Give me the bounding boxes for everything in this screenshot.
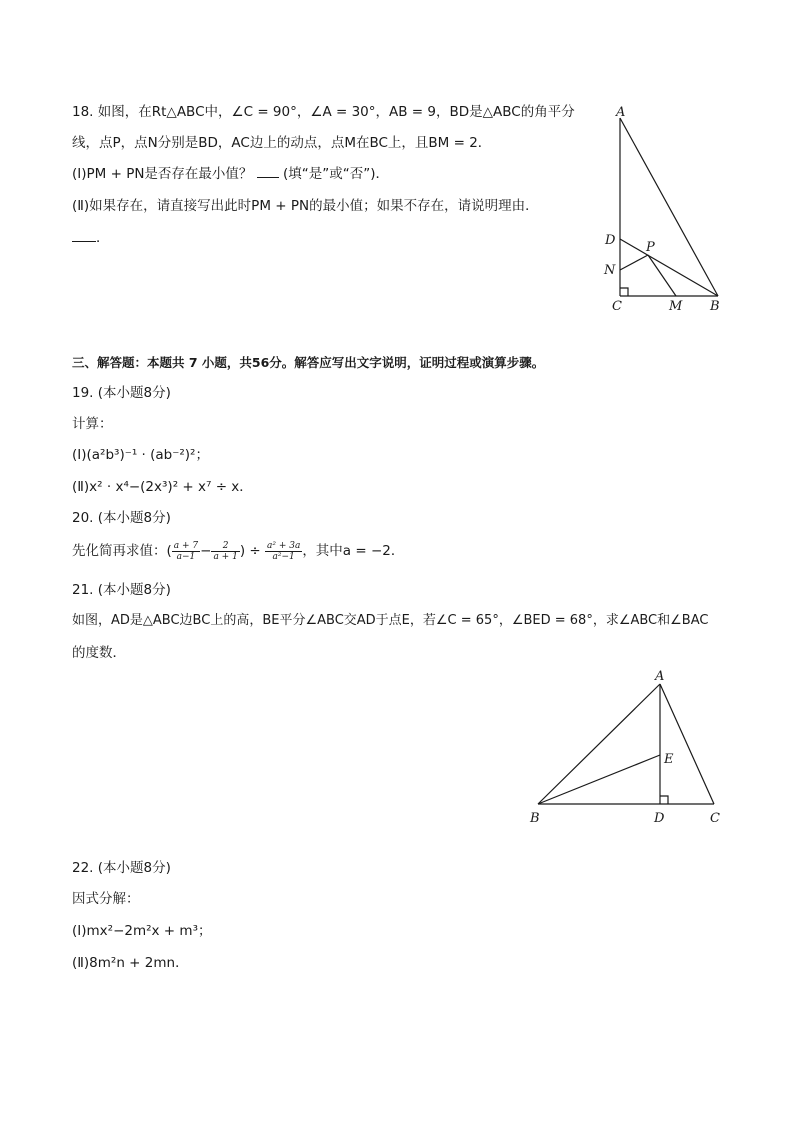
q18-line-1: 18. 如图，在Rt△ABC中，∠C = 90°，∠A = 30°，AB = 9，BD是△ABC的角平分: [72, 104, 575, 120]
q20-title: 20. (本小题8分): [72, 510, 171, 526]
q18-part-2: (Ⅱ)如果存在，请直接写出此时PM + PN的最小值；如果不存在，请说明理由．: [72, 198, 539, 214]
q20-expression: [72, 538, 404, 564]
label-M: M: [669, 299, 683, 314]
answer-blank: [72, 241, 96, 242]
label-N: N: [604, 263, 616, 278]
label-C: C: [710, 811, 720, 826]
fraction-2-den: a + 1: [213, 551, 238, 562]
q21-figure: [524, 664, 734, 834]
q19-title: 19. (本小题8分): [72, 385, 171, 401]
right-angle-mark: [620, 288, 628, 296]
q22-intro: 因式分解：: [72, 891, 140, 907]
label-D: D: [605, 233, 616, 248]
segment-AB: [620, 118, 718, 296]
q18-part-1-text: (Ⅰ)PM + PN是否存在最小值？: [72, 166, 253, 182]
q21-title: 21. (本小题8分): [72, 582, 171, 598]
fraction-3-den: a²−1: [272, 551, 295, 562]
q19-intro: 计算：: [72, 416, 113, 432]
q19-part-1: (Ⅰ)(a²b³)⁻¹ · (ab⁻²)²；: [72, 447, 209, 463]
label-B: B: [710, 299, 720, 314]
label-A: A: [616, 105, 626, 120]
q18-line-2: 线，点P，点N分别是BD，AC边上的动点，点M在BC上，且BM = 2．: [72, 135, 492, 151]
fraction-1-den: a−1: [176, 551, 196, 562]
label-B: B: [530, 811, 540, 826]
segment-DB: [620, 239, 718, 296]
q18-answer-line: [72, 229, 110, 247]
section-heading: 三、解答题：本题共 7 小题，共56分。解答应写出文字说明，证明过程或演算步骤。: [72, 355, 545, 370]
right-angle-mark: [660, 796, 668, 804]
label-C: C: [612, 299, 622, 314]
q20-suffix: ，其中a = −2．: [302, 543, 405, 559]
answer-blank: [257, 177, 279, 178]
q18-figure: [596, 100, 736, 320]
segment-AB: [538, 684, 660, 804]
fraction-3-num: a² + 3a: [266, 540, 301, 551]
segment-BE: [538, 755, 660, 804]
segment-AC: [660, 684, 714, 804]
segment-PM: [648, 255, 676, 296]
label-E: E: [664, 752, 674, 767]
q21-line-1: 如图，AD是△ABC边BC上的高，BE平分∠ABC交AD于点E，若∠C = 65°，∠BED = 68°，求∠ABC和∠BAC: [72, 613, 709, 628]
q18-part-1: [72, 165, 389, 183]
q18-part-1-hint: (填“是”或“否”)．: [283, 166, 390, 182]
q20-prefix: 先化简再求值：(: [72, 543, 172, 559]
q22-title: 22. (本小题8分): [72, 860, 171, 876]
label-A: A: [655, 669, 665, 684]
fraction-3: [265, 541, 302, 562]
fraction-1-num: a + 7: [173, 540, 199, 551]
q22-part-1: (Ⅰ)mx²−2m²x + m³；: [72, 923, 212, 939]
q18-answer-punct: ．: [96, 230, 110, 246]
q21-line-2: 的度数．: [72, 645, 126, 661]
fraction-2-num: 2: [211, 541, 239, 552]
q19-part-2: (Ⅱ)x² · x⁴−(2x³)² + x⁷ ÷ x．: [72, 479, 253, 495]
segment-PN: [620, 255, 648, 270]
q20-div: ) ÷: [239, 543, 261, 559]
fraction-1: [172, 541, 200, 562]
q20-minus: −: [200, 543, 212, 559]
label-D: D: [654, 811, 665, 826]
q22-part-2: (Ⅱ)8m²n + 2mn．: [72, 955, 189, 971]
label-P: P: [646, 240, 655, 255]
fraction-2: [211, 541, 239, 562]
